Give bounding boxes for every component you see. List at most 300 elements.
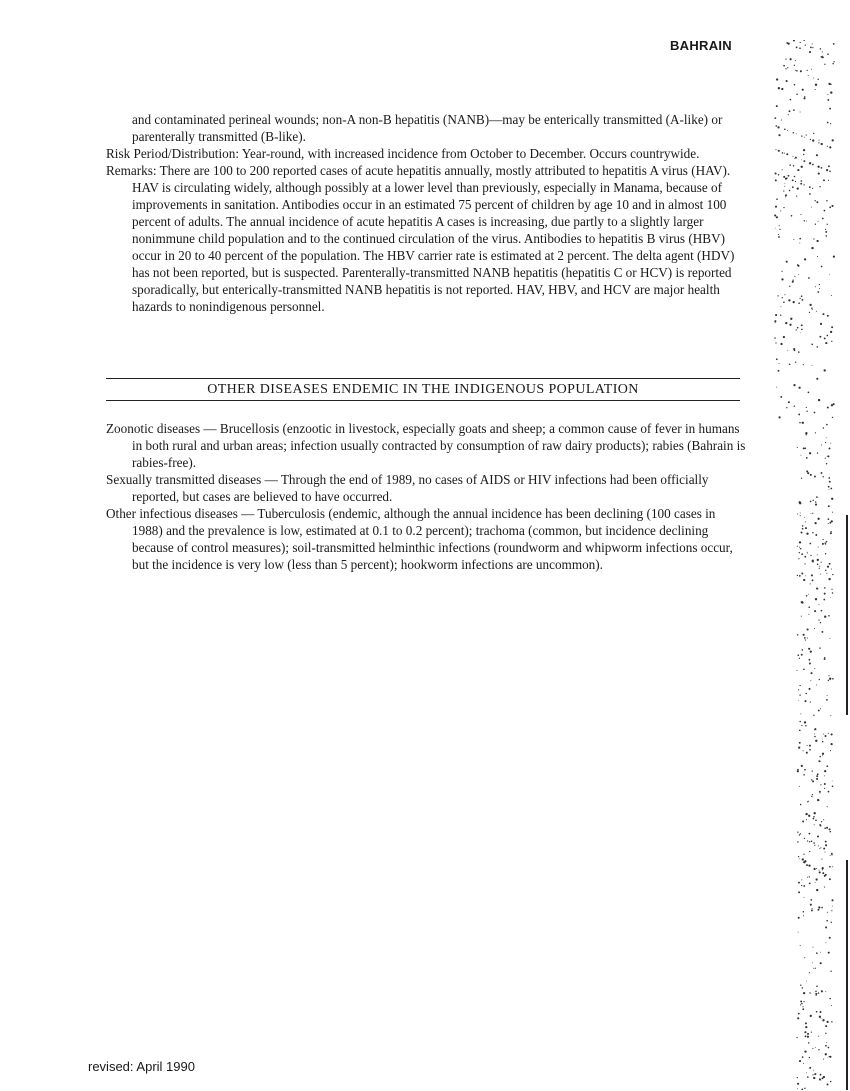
noise-dot — [779, 225, 780, 226]
noise-dot — [807, 637, 808, 638]
noise-dot — [813, 238, 814, 239]
noise-dot — [786, 42, 788, 44]
noise-dot — [806, 434, 807, 435]
noise-dot — [807, 801, 808, 802]
noise-dot — [824, 783, 826, 785]
noise-dot — [800, 455, 801, 456]
noise-dot — [809, 876, 810, 877]
noise-dot — [795, 181, 796, 182]
noise-dot — [806, 533, 808, 535]
noise-dot — [807, 553, 808, 554]
noise-dot — [787, 67, 788, 68]
noise-dot — [831, 326, 833, 328]
noise-dot — [802, 89, 804, 91]
noise-dot — [799, 547, 800, 548]
noise-dot — [799, 243, 800, 244]
noise-dot — [783, 301, 785, 303]
noise-dot — [794, 405, 796, 407]
noise-dot — [803, 750, 804, 751]
noise-dot — [825, 553, 826, 554]
noise-dot — [803, 853, 804, 854]
noise-dot — [831, 1021, 832, 1022]
noise-dot — [819, 848, 820, 849]
noise-dot — [804, 1050, 806, 1052]
noise-dot — [804, 1031, 806, 1033]
noise-dot — [799, 658, 800, 659]
noise-dot — [793, 384, 795, 386]
noise-dot — [819, 186, 820, 187]
noise-dot — [818, 619, 819, 620]
noise-dot — [814, 824, 815, 825]
noise-dot — [829, 274, 830, 275]
noise-dot — [804, 957, 805, 958]
noise-dot — [816, 985, 818, 987]
noise-dot — [824, 337, 826, 339]
noise-dot — [824, 770, 826, 772]
noise-dot — [799, 1060, 801, 1062]
noise-dot — [831, 295, 832, 296]
noise-dot — [830, 443, 831, 444]
noise-dot — [786, 407, 787, 408]
noise-dot — [812, 1074, 813, 1075]
noise-dot — [812, 780, 814, 782]
noise-dot — [783, 65, 785, 67]
noise-dot — [797, 546, 798, 547]
noise-dot — [775, 125, 777, 127]
noise-dot — [793, 156, 794, 157]
noise-dot — [829, 206, 831, 208]
noise-dot — [803, 97, 805, 99]
noise-dot — [795, 362, 796, 363]
noise-dot — [801, 478, 802, 479]
noise-dot — [778, 234, 779, 235]
noise-dot — [775, 149, 776, 150]
noise-dot — [803, 447, 805, 449]
noise-dot — [812, 309, 813, 310]
noise-dot — [832, 574, 833, 575]
noise-dot — [813, 816, 815, 818]
noise-dot — [778, 370, 780, 372]
noise-dot — [833, 43, 835, 45]
noise-dot — [792, 281, 794, 283]
noise-dot — [821, 990, 823, 992]
noise-dot — [799, 786, 800, 787]
noise-dot — [832, 139, 834, 141]
noise-dot — [797, 634, 798, 635]
noise-dot — [829, 998, 831, 1000]
noise-dot — [816, 201, 818, 203]
noise-dot — [810, 701, 811, 702]
noise-dot — [774, 337, 776, 339]
noise-dot — [824, 658, 826, 660]
noise-dot — [799, 721, 801, 723]
noise-dot — [808, 688, 810, 690]
noise-dot — [805, 575, 806, 576]
noise-dot — [826, 942, 827, 943]
noise-dot — [814, 522, 816, 524]
noise-dot — [798, 302, 800, 304]
noise-dot — [825, 570, 826, 571]
noise-dot — [804, 1088, 805, 1089]
noise-dot — [830, 855, 831, 856]
noise-dot — [809, 193, 811, 195]
noise-dot — [818, 906, 820, 908]
noise-dot — [822, 218, 824, 220]
noise-dot — [829, 878, 831, 880]
noise-dot — [808, 392, 810, 394]
noise-dot — [809, 749, 811, 751]
noise-dot — [816, 587, 818, 589]
noise-dot — [785, 196, 786, 197]
noise-dot — [776, 216, 778, 218]
noise-dot — [796, 94, 798, 96]
noise-dot — [812, 579, 814, 581]
noise-dot — [804, 700, 806, 702]
noise-dot — [796, 70, 798, 72]
noise-dot — [814, 1073, 816, 1075]
noise-dot — [804, 258, 806, 260]
noise-dot — [797, 264, 799, 266]
noise-dot — [817, 256, 818, 257]
noise-dot — [803, 634, 805, 636]
noise-dot — [817, 559, 819, 561]
noise-dot — [786, 153, 788, 155]
noise-dot — [817, 835, 819, 837]
noise-dot — [774, 214, 776, 216]
noise-dot — [819, 871, 821, 873]
noise-dot — [778, 150, 780, 152]
noise-dot — [827, 456, 828, 457]
noise-dot — [821, 143, 823, 145]
noise-dot — [811, 308, 813, 310]
noise-dot — [800, 180, 802, 182]
noise-dot — [811, 779, 812, 780]
noise-dot — [828, 486, 830, 488]
noise-dot — [806, 864, 808, 866]
noise-dot — [826, 827, 828, 829]
noise-dot — [800, 183, 802, 185]
noise-dot — [827, 566, 829, 568]
noise-dot — [796, 329, 797, 330]
noise-dot — [797, 169, 799, 171]
noise-dot — [797, 513, 798, 514]
noise-dot — [803, 911, 804, 912]
noise-dot — [829, 1056, 830, 1057]
noise-dot — [783, 190, 784, 191]
noise-dot — [808, 815, 810, 817]
noise-dot — [786, 80, 788, 82]
noise-dot — [798, 882, 800, 884]
noise-dot — [809, 662, 811, 664]
noise-dot — [799, 502, 801, 504]
noise-dot — [806, 134, 807, 135]
noise-dot — [785, 194, 787, 196]
noise-dot — [826, 200, 828, 202]
noise-dot — [818, 845, 819, 846]
noise-dot — [831, 899, 833, 901]
noise-dot — [806, 1072, 807, 1073]
noise-dot — [813, 842, 815, 844]
noise-dot — [796, 47, 798, 49]
noise-dot — [825, 543, 826, 544]
noise-dot — [819, 288, 820, 289]
noise-dot — [796, 1037, 797, 1038]
noise-dot — [811, 1032, 812, 1033]
noise-dot — [810, 899, 812, 901]
noise-dot — [802, 821, 804, 823]
noise-dot — [789, 286, 790, 287]
noise-dot — [798, 689, 799, 690]
noise-dot — [816, 1011, 818, 1013]
noise-dot — [811, 910, 813, 912]
noise-dot — [776, 358, 778, 360]
noise-dot — [798, 891, 800, 893]
noise-dot — [817, 909, 819, 911]
noise-dot — [805, 432, 807, 434]
noise-dot — [798, 932, 799, 933]
noise-dot — [776, 387, 777, 388]
noise-dot — [825, 342, 827, 344]
noise-dot — [793, 109, 795, 111]
noise-dot — [801, 879, 802, 880]
noise-dot — [808, 864, 810, 866]
noise-dot — [814, 734, 815, 735]
noise-dot — [823, 1076, 825, 1078]
noise-dot — [825, 442, 826, 443]
noise-dot — [831, 568, 832, 569]
noise-dot — [814, 476, 816, 478]
noise-dot — [812, 139, 814, 141]
noise-dot — [803, 1063, 804, 1064]
noise-dot — [826, 463, 827, 464]
noise-dot — [822, 741, 824, 743]
noise-dot — [824, 64, 825, 65]
noise-dot — [778, 236, 780, 238]
noise-dot — [801, 601, 803, 603]
noise-dot — [820, 825, 822, 827]
noise-dot — [818, 710, 820, 712]
noise-dot — [782, 169, 783, 170]
noise-dot — [775, 206, 777, 208]
noise-dot — [794, 176, 796, 178]
noise-dot — [807, 1076, 809, 1078]
noise-dot — [815, 819, 817, 821]
noise-dot — [795, 157, 797, 159]
noise-dot — [804, 897, 805, 898]
noise-dot — [784, 129, 786, 131]
noise-dot — [830, 91, 832, 93]
noise-dot — [794, 350, 796, 352]
noise-dot — [804, 447, 806, 449]
noise-dot — [830, 750, 831, 751]
noise-dot — [801, 1089, 803, 1090]
noise-dot — [789, 363, 791, 365]
noise-dot — [788, 299, 790, 301]
noise-dot — [800, 833, 801, 834]
noise-dot — [825, 458, 826, 459]
noise-dot — [822, 739, 823, 740]
noise-dot — [785, 183, 786, 184]
noise-dot — [813, 1077, 815, 1079]
noise-dot — [785, 58, 786, 59]
noise-dot — [800, 713, 801, 714]
noise-dot — [819, 284, 820, 285]
noise-dot — [816, 868, 817, 869]
noise-dot — [812, 770, 813, 771]
noise-dot — [784, 294, 785, 295]
noise-dot — [822, 543, 824, 545]
noise-dot — [821, 859, 822, 860]
noise-dot — [809, 745, 811, 747]
noise-dot — [831, 743, 833, 745]
noise-dot — [825, 1045, 827, 1047]
noise-dot — [798, 265, 800, 267]
noise-dot — [828, 477, 830, 479]
noise-dot — [783, 336, 785, 338]
noise-dot — [819, 824, 821, 826]
noise-dot — [797, 769, 799, 771]
noise-dot — [779, 363, 780, 364]
noise-dot — [806, 819, 807, 820]
noise-dot — [780, 210, 781, 211]
noise-dot — [814, 628, 815, 629]
sexually-transmitted-label: Sexually transmitted diseases — — [106, 472, 278, 487]
noise-dot — [822, 867, 824, 869]
noise-dot — [815, 993, 817, 995]
noise-dot — [775, 322, 776, 323]
noise-dot — [832, 785, 834, 787]
noise-dot — [829, 146, 831, 148]
noise-dot — [797, 770, 799, 772]
noise-dot — [810, 680, 811, 681]
noise-dot — [815, 1047, 816, 1048]
noise-dot — [801, 725, 802, 726]
noise-dot — [825, 1033, 826, 1034]
noise-dot — [830, 1081, 832, 1083]
noise-dot — [797, 327, 799, 329]
noise-dot — [809, 312, 810, 313]
noise-dot — [827, 99, 829, 101]
noise-dot — [807, 877, 808, 878]
noise-dot — [828, 518, 830, 520]
noise-dot — [810, 555, 811, 556]
noise-dot — [797, 1017, 799, 1019]
noise-dot — [819, 791, 821, 793]
noise-dot — [822, 51, 823, 52]
noise-dot — [820, 1011, 822, 1013]
noise-dot — [831, 922, 832, 923]
noise-dot — [824, 616, 826, 618]
noise-dot — [774, 117, 776, 119]
noise-dot — [805, 725, 806, 726]
noise-dot — [801, 1003, 803, 1005]
noise-dot — [821, 56, 822, 57]
noise-dot — [806, 411, 807, 412]
noise-dot — [797, 1077, 798, 1078]
noise-dot — [810, 1015, 812, 1017]
noise-dot — [828, 578, 830, 580]
noise-dot — [820, 962, 822, 964]
noise-dot — [816, 685, 817, 686]
noise-dot — [801, 553, 803, 555]
noise-dot — [801, 573, 803, 575]
noise-dot — [822, 869, 823, 870]
noise-dot — [807, 472, 809, 474]
noise-dot — [800, 515, 801, 516]
noise-dot — [807, 1036, 809, 1038]
noise-dot — [804, 137, 805, 138]
noise-dot — [820, 1074, 822, 1076]
noise-dot — [776, 105, 778, 107]
noise-dot — [827, 122, 829, 124]
noise-dot — [798, 856, 799, 857]
noise-dot — [799, 694, 800, 695]
noise-dot — [815, 501, 816, 502]
noise-dot — [789, 164, 791, 166]
noise-dot — [831, 1005, 832, 1006]
noise-dot — [812, 1048, 813, 1049]
noise-dot — [775, 314, 777, 316]
noise-dot — [824, 875, 826, 877]
noise-dot — [797, 447, 798, 448]
noise-dot — [801, 601, 803, 603]
noise-dot — [809, 162, 811, 164]
sexually-transmitted-paragraph — [106, 471, 746, 505]
noise-dot — [815, 878, 817, 880]
noise-dot — [777, 126, 779, 128]
noise-dot — [822, 872, 824, 874]
remarks-paragraph — [106, 162, 746, 315]
noise-dot — [824, 851, 825, 852]
noise-dot — [796, 196, 797, 197]
noise-dot — [831, 854, 832, 855]
noise-dot — [821, 631, 823, 633]
noise-dot — [818, 1049, 819, 1050]
noise-dot — [830, 331, 832, 333]
noise-dot — [798, 274, 799, 275]
noise-dot — [800, 333, 801, 334]
noise-dot — [821, 907, 823, 909]
noise-dot — [804, 563, 805, 564]
noise-dot — [809, 543, 811, 545]
noise-dot — [821, 444, 822, 445]
noise-dot — [805, 1035, 807, 1037]
noise-dot — [799, 552, 800, 553]
noise-dot — [818, 761, 819, 762]
noise-dot — [828, 680, 829, 681]
noise-dot — [831, 404, 833, 406]
noise-dot — [797, 654, 799, 656]
noise-dot — [801, 654, 803, 656]
noise-dot — [789, 110, 791, 112]
noise-dot — [797, 841, 798, 842]
noise-dot — [794, 276, 795, 277]
noise-dot — [819, 566, 820, 567]
noise-dot — [816, 154, 818, 156]
noise-dot — [830, 597, 831, 598]
noise-dot — [801, 329, 803, 331]
noise-dot — [814, 668, 815, 669]
remarks-label: Remarks: — [106, 163, 157, 178]
noise-dot — [803, 40, 805, 41]
noise-dot — [799, 47, 801, 49]
noise-dot — [817, 799, 819, 801]
noise-dot — [802, 601, 803, 602]
noise-dot — [825, 1025, 827, 1027]
noise-dot — [803, 774, 805, 776]
noise-dot — [798, 387, 800, 389]
noise-dot — [781, 271, 782, 272]
